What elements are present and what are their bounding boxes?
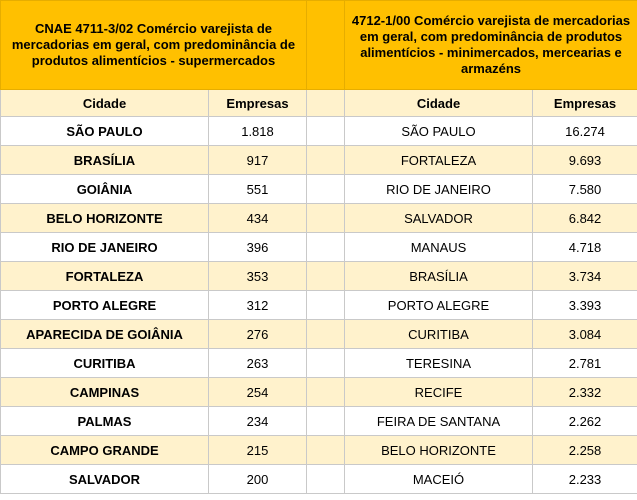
right-header xyxy=(345,1,637,90)
gap-cell xyxy=(307,320,345,349)
gap-cell xyxy=(307,349,345,378)
column-header-row xyxy=(1,90,637,117)
table-row xyxy=(1,436,637,465)
left-city-column-header: Cidade xyxy=(1,90,209,117)
column-gap xyxy=(307,90,345,117)
left-count-cell: 254 xyxy=(209,378,307,407)
left-count-cell: 551 xyxy=(209,175,307,204)
right-city-cell: BRASÍLIA xyxy=(345,262,533,291)
right-city-cell: RIO DE JANEIRO xyxy=(345,175,533,204)
left-count-cell: 312 xyxy=(209,291,307,320)
right-count-cell: 2.258 xyxy=(533,436,637,465)
right-count-cell: 3.393 xyxy=(533,291,637,320)
left-city-cell: CAMPO GRANDE xyxy=(1,436,209,465)
right-city-cell: RECIFE xyxy=(345,378,533,407)
right-count-cell: 2.332 xyxy=(533,378,637,407)
right-city-cell: FORTALEZA xyxy=(345,146,533,175)
left-count-cell: 434 xyxy=(209,204,307,233)
left-city-cell: SALVADOR xyxy=(1,465,209,494)
table-row xyxy=(1,407,637,436)
left-city-cell: APARECIDA DE GOIÂNIA xyxy=(1,320,209,349)
table-row xyxy=(1,291,637,320)
table-row xyxy=(1,262,637,291)
left-city-cell: BRASÍLIA xyxy=(1,146,209,175)
left-count-cell: 353 xyxy=(209,262,307,291)
table-row xyxy=(1,233,637,262)
left-city-cell: FORTALEZA xyxy=(1,262,209,291)
right-city-cell: PORTO ALEGRE xyxy=(345,291,533,320)
table-row xyxy=(1,146,637,175)
right-count-cell: 2.233 xyxy=(533,465,637,494)
right-city-cell: SALVADOR xyxy=(345,204,533,233)
gap-cell xyxy=(307,436,345,465)
left-city-cell: CAMPINAS xyxy=(1,378,209,407)
right-count-cell: 6.842 xyxy=(533,204,637,233)
right-count-cell: 2.781 xyxy=(533,349,637,378)
left-count-cell: 396 xyxy=(209,233,307,262)
right-city-cell: MANAUS xyxy=(345,233,533,262)
gap-cell xyxy=(307,146,345,175)
gap-cell xyxy=(307,378,345,407)
left-count-cell: 215 xyxy=(209,436,307,465)
right-city-cell: FEIRA DE SANTANA xyxy=(345,407,533,436)
right-city-cell: SÃO PAULO xyxy=(345,117,533,146)
left-companies-column-header: Empresas xyxy=(209,90,307,117)
left-city-cell: PORTO ALEGRE xyxy=(1,291,209,320)
left-header-text: CNAE 4711-3/02 Comércio varejista de mercadorias em geral, com predominância de produtos alimentícios - supermercados xyxy=(11,21,296,68)
gap-cell xyxy=(307,117,345,146)
left-city-cell: BELO HORIZONTE xyxy=(1,204,209,233)
left-count-cell: 234 xyxy=(209,407,307,436)
gap-cell xyxy=(307,407,345,436)
table-row xyxy=(1,320,637,349)
table-row xyxy=(1,349,637,378)
header-row xyxy=(1,1,637,90)
table-row xyxy=(1,117,637,146)
left-count-cell: 276 xyxy=(209,320,307,349)
right-city-cell: CURITIBA xyxy=(345,320,533,349)
gap-cell xyxy=(307,233,345,262)
header-gap xyxy=(307,1,345,90)
right-city-cell: TERESINA xyxy=(345,349,533,378)
left-city-cell: RIO DE JANEIRO xyxy=(1,233,209,262)
table-row xyxy=(1,204,637,233)
left-count-cell: 1.818 xyxy=(209,117,307,146)
gap-cell xyxy=(307,291,345,320)
left-city-cell: CURITIBA xyxy=(1,349,209,378)
right-city-column-header: Cidade xyxy=(345,90,533,117)
right-count-cell: 7.580 xyxy=(533,175,637,204)
right-city-cell: MACEIÓ xyxy=(345,465,533,494)
right-count-cell: 2.262 xyxy=(533,407,637,436)
gap-cell xyxy=(307,204,345,233)
table-row xyxy=(1,465,637,494)
right-count-cell: 16.274 xyxy=(533,117,637,146)
left-city-cell: SÃO PAULO xyxy=(1,117,209,146)
gap-cell xyxy=(307,465,345,494)
gap-cell xyxy=(307,262,345,291)
table-row xyxy=(1,378,637,407)
left-city-cell: PALMAS xyxy=(1,407,209,436)
left-count-cell: 263 xyxy=(209,349,307,378)
right-count-cell: 3.734 xyxy=(533,262,637,291)
left-count-cell: 200 xyxy=(209,465,307,494)
right-count-cell: 9.693 xyxy=(533,146,637,175)
right-count-cell: 4.718 xyxy=(533,233,637,262)
left-city-cell: GOIÂNIA xyxy=(1,175,209,204)
left-count-cell: 917 xyxy=(209,146,307,175)
right-count-cell: 3.084 xyxy=(533,320,637,349)
table-row xyxy=(1,175,637,204)
right-header-text: 4712-1/00 Comércio varejista de mercadorias em geral, com predominância de produtos alimentícios - minimercados, mercearias e armazéns xyxy=(351,13,631,76)
right-city-cell: BELO HORIZONTE xyxy=(345,436,533,465)
gap-cell xyxy=(307,175,345,204)
left-header xyxy=(1,1,307,90)
right-companies-column-header: Empresas xyxy=(533,90,637,117)
